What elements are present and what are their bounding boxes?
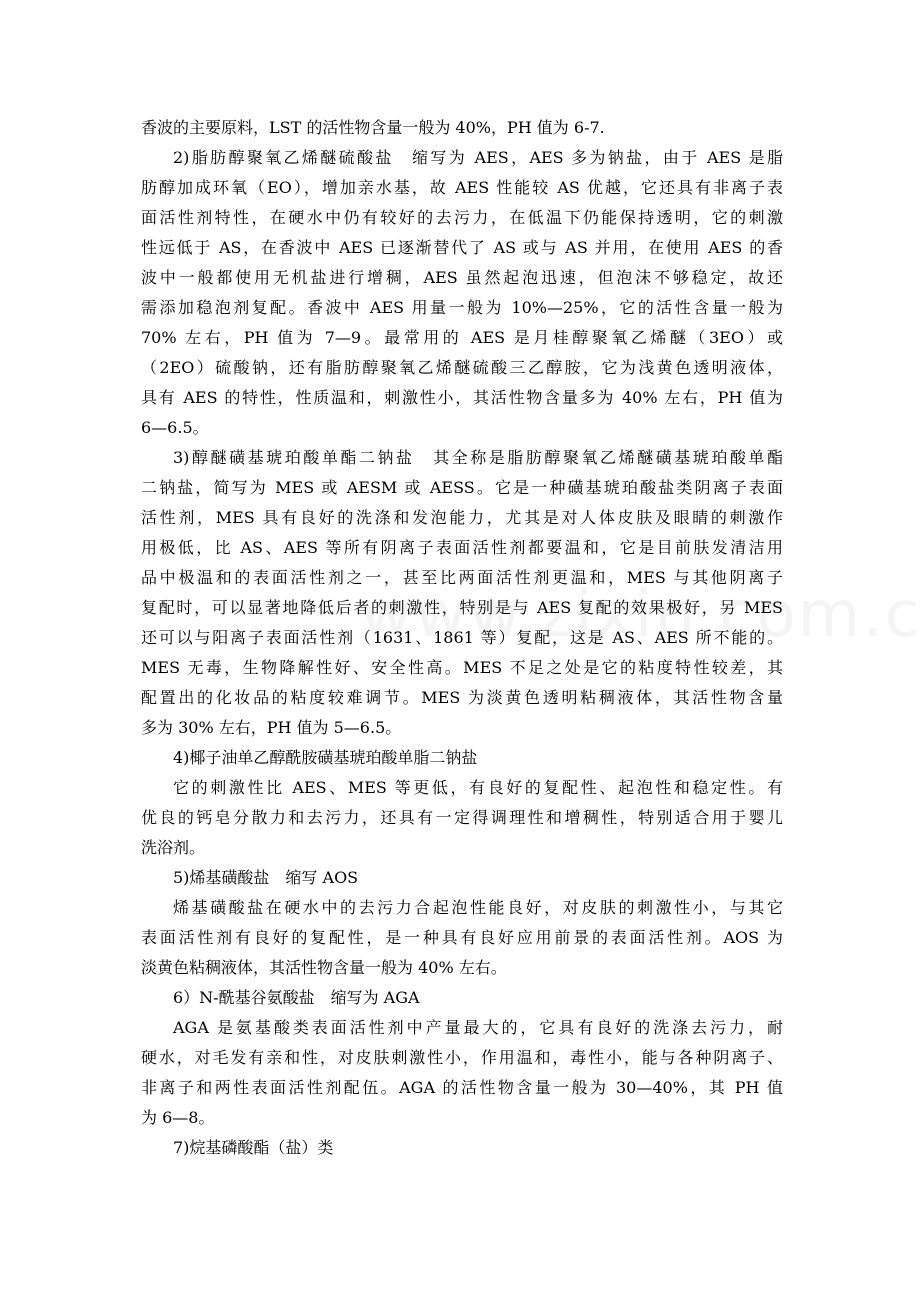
text-line: 烯基磺酸盐在硬水中的去污力合起泡性能良好，对皮肤的刺激性小，与其它 [173,898,783,917]
text-line: 还可以与阳离子表面活性剂（1631、1861 等）复配，这是 AS、AES 所不能的。 [141,628,783,647]
text-line: 肪醇加成环氧（EO），增加亲水基，故 AES 性能较 AS 优越，它还具有非离子表 [141,178,783,197]
text-line: 香波的主要原料，LST 的活性物含量一般为 40%，PH 值为 6-7. [141,118,605,137]
text-line: 配置出的化妆品的粘度较难调节。MES 为淡黄色透明粘稠液体，其活性物含量 [141,688,783,707]
text-line: 6）N-酰基谷氨酸盐 缩写为 AGA [173,988,420,1007]
text-line: MES 无毒，生物降解性好、安全性高。MES 不足之处是它的粘度特性较差，其 [141,658,783,677]
text-line: 复配时，可以显著地降低后者的刺激性，特别是与 AES 复配的效果极好，另 MES [141,598,783,617]
text-line: 3)醇醚磺基琥珀酸单酯二钠盐 其全称是脂肪醇聚氧乙烯醚磺基琥珀酸单酯 [173,448,783,467]
text-line: 70% 左右，PH 值为 7—9。最常用的 AES 是月桂醇聚氧乙烯醚（3EO）或 [141,328,783,347]
text-line: 需添加稳泡剂复配。香波中 AES 用量一般为 10%—25%，它的活性含量一般为 [141,298,783,317]
text-line: 品中极温和的表面活性剂之一，甚至比两面活性剂更温和，MES 与其他阴离子 [141,568,783,587]
text-line: 为 6—8。 [141,1108,215,1127]
text-line: 非离子和两性表面活性剂配伍。AGA 的活性物含量一般为 30—40%，其 PH 值 [141,1078,783,1097]
text-line: 2)脂肪醇聚氧乙烯醚硫酸盐 缩写为 AES，AES 多为钠盐，由于 AES 是脂 [173,148,783,167]
text-line: 用极低，比 AS、AES 等所有阴离子表面活性剂都要温和，它是目前肤发清洁用 [141,538,783,557]
text-line: 性远低于 AS，在香波中 AES 已逐渐替代了 AS 或与 AS 并用，在使用 AES 的香 [141,238,783,257]
text-line: 5)烯基磺酸盐 缩写 AOS [173,868,359,887]
document-body [141,113,783,1163]
text-line: 4)椰子油单乙醇酰胺磺基琥珀酸单脂二钠盐 [173,748,478,767]
text-line: 6—6.5。 [141,418,209,437]
text-line: 二钠盐，简写为 MES 或 AESM 或 AESS。它是一种磺基琥珀酸盐类阴离子表面 [141,478,783,497]
text-line: 淡黄色粘稠液体，其活性物含量一般为 40% 左右。 [141,958,507,977]
text-line: 7)烷基磷酸酯（盐）类 [173,1138,334,1157]
text-line: 优良的钙皂分散力和去污力，还具有一定得调理性和增稠性，特别适合用于婴儿 [141,808,783,827]
text-line: 面活性剂特性，在硬水中仍有较好的去污力，在低温下仍能保持透明，它的刺激 [141,208,783,227]
text-line: AGA 是氨基酸类表面活性剂中产量最大的，它具有良好的洗涤去污力，耐 [173,1018,783,1037]
text-line: 洗浴剂。 [141,838,206,857]
text-line: 表面活性剂有良好的复配性，是一种具有良好应用前景的表面活性剂。AOS 为 [141,928,783,947]
text-line: 多为 30% 左右，PH 值为 5—6.5。 [141,718,402,737]
text-line: 波中一般都使用无机盐进行增稠，AES 虽然起泡迅速，但泡沫不够稳定，故还 [141,268,783,287]
text-line: 硬水，对毛发有亲和性，对皮肤刺激性小，作用温和，毒性小，能与各种阴离子、 [141,1048,783,1067]
text-line: 它的刺激性比 AES、MES 等更低，有良好的复配性、起泡性和稳定性。有 [173,778,783,797]
text-line: 活性剂，MES 具有良好的洗涤和发泡能力，尤其是对人体皮肤及眼睛的刺激作 [141,508,783,527]
text-line: （2EO）硫酸钠，还有脂肪醇聚氧乙烯醚硫酸三乙醇胺，它为浅黄色透明液体， [141,358,783,377]
text-line: 具有 AES 的特性，性质温和，刺激性小，其活性物含量多为 40% 左右，PH 值为 [141,388,783,407]
